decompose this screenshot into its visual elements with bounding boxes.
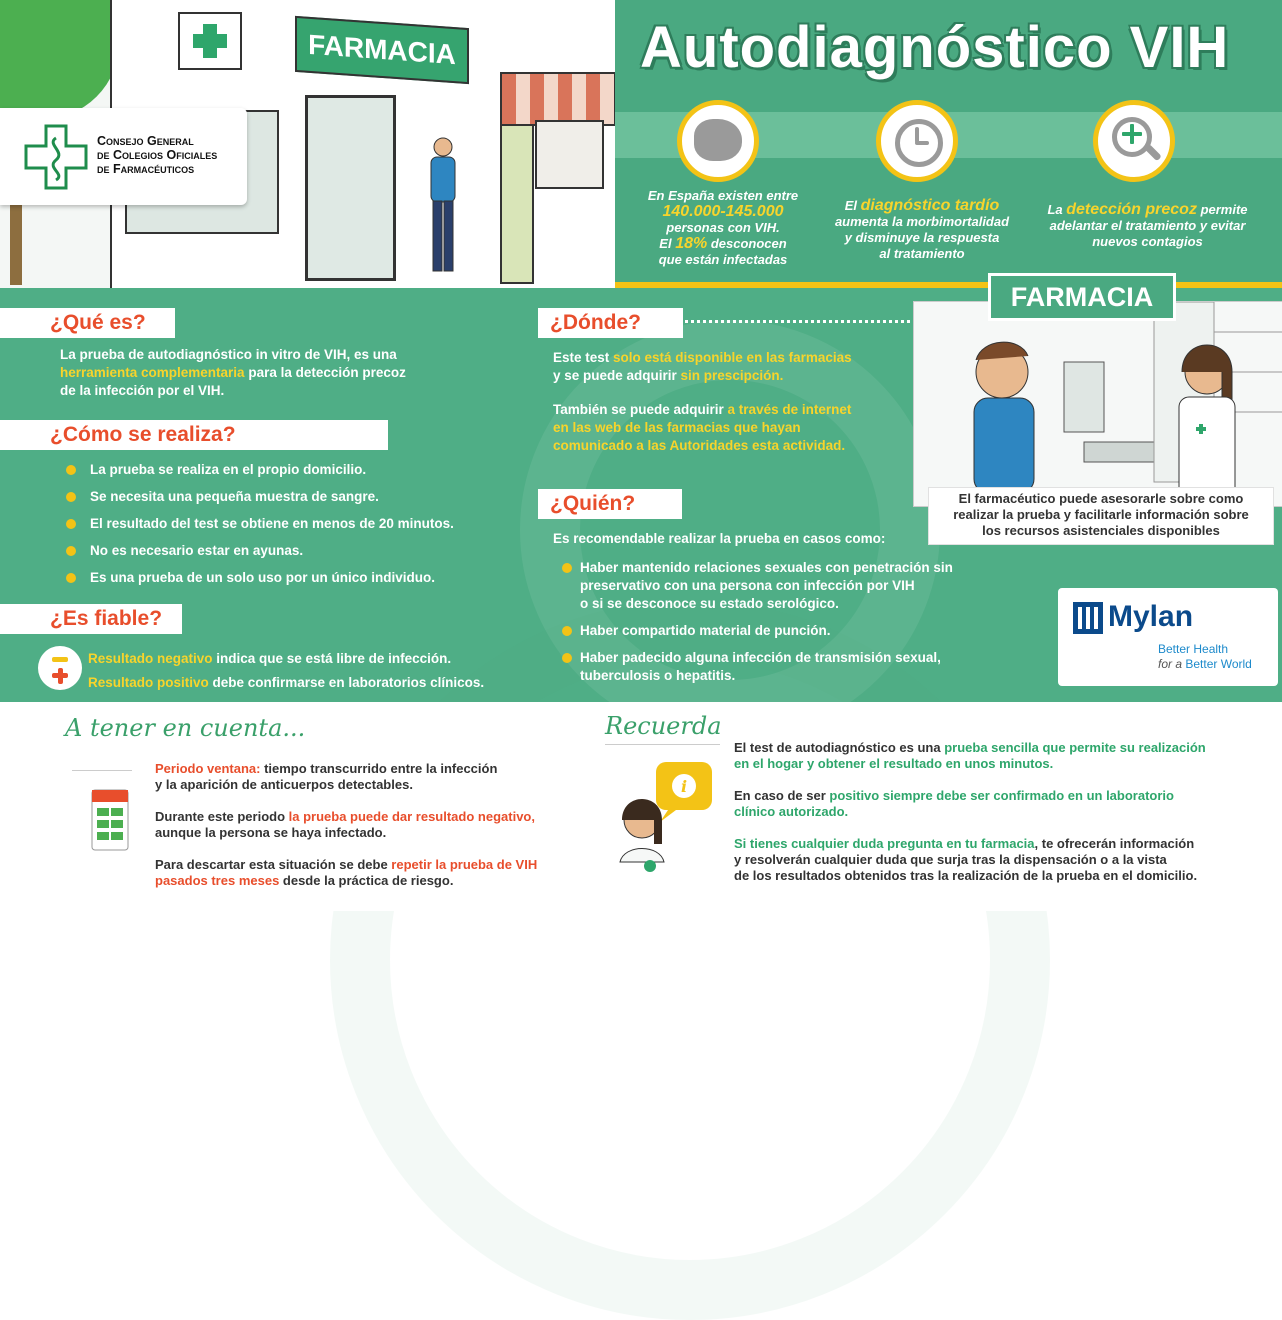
tagline-part: Better World	[1185, 657, 1252, 671]
text-line: La prueba de autodiagnóstico in vitro de VIH, es una	[60, 347, 397, 362]
text-line: tiempo transcurrido entre la infección	[260, 761, 498, 776]
section-title-fiable: ¿Es fiable?	[0, 604, 182, 634]
que-es-text	[60, 346, 480, 400]
spain-map-icon	[677, 100, 759, 182]
text-highlight: en las web de las farmacias que hayan	[553, 420, 801, 435]
clock-icon	[876, 100, 958, 182]
pharmacist-caption	[928, 487, 1274, 545]
stat-highlight: detección precoz	[1066, 201, 1197, 218]
text-highlight: en el hogar y obtener el resultado en unos minutos.	[734, 756, 1054, 771]
tagline-part: for a	[1158, 657, 1186, 671]
text-line: Haber padecido alguna infección de transmisión sexual,	[580, 650, 941, 665]
text-line: o si se desconoce su estado serológico.	[580, 596, 839, 611]
council-name	[97, 134, 247, 176]
bullet	[562, 626, 572, 636]
stat-line: El	[659, 236, 676, 251]
council-name-line: de Colegios Oficiales	[97, 148, 218, 162]
divider	[72, 770, 132, 772]
list-item: Se necesita una pequeña muestra de sangre.	[66, 488, 526, 515]
mylan-tagline: Better Health	[1158, 642, 1229, 656]
text-line: El test de autodiagnóstico es una	[734, 740, 945, 755]
list-item	[562, 559, 992, 613]
stat-highlight: diagnóstico tardío	[860, 197, 1000, 214]
list-item: Es una prueba de un solo uso por un único individuo.	[66, 569, 526, 596]
pharmacist-illustration	[913, 301, 1282, 507]
text-line: y resolverán cualquier duda que surja tras la dispensación o a la vista	[734, 852, 1167, 867]
text-highlight: Periodo ventana:	[155, 761, 261, 776]
section-title-recuerda: Recuerda	[605, 712, 722, 740]
svg-text:i: i	[680, 777, 688, 796]
bullet	[562, 653, 572, 663]
council-name-line: Consejo General	[97, 134, 194, 148]
text-highlight: Resultado positivo	[88, 675, 209, 690]
quien-list	[562, 559, 992, 685]
text-line: de los resultados obtenidos tras la realización de la prueba en el domicilio.	[734, 868, 1198, 883]
storefront-sign: FARMACIA	[295, 16, 469, 84]
text-line: Durante este periodo	[155, 809, 289, 824]
caduceus-cross-icon	[24, 124, 88, 190]
stat-line: y disminuye la respuesta	[844, 230, 1000, 245]
shop-awning	[500, 72, 615, 126]
list-item	[562, 649, 992, 685]
stat-line: nuevos contagios	[1092, 234, 1203, 249]
text-highlight: clínico autorizado.	[734, 804, 849, 819]
tener-en-cuenta-text	[155, 761, 565, 889]
text-highlight: herramienta complementaria	[60, 365, 245, 380]
stat-early-detection	[1030, 202, 1265, 250]
section-title-tener-en-cuenta: A tener en cuenta...	[65, 714, 306, 742]
stat-late-diagnosis	[822, 198, 1022, 262]
stat-line: personas con VIH.	[666, 220, 780, 235]
mylan-name: Mylan	[1108, 600, 1194, 633]
caption-line: realizar la prueba y facilitarle información sobre	[953, 507, 1249, 522]
section-title-que-es: ¿Qué es?	[0, 308, 175, 338]
stat-line: desconocen	[707, 236, 787, 251]
text-line: y se puede adquirir	[553, 368, 681, 383]
text-line: preservativo con una persona con infección por VIH	[580, 578, 915, 593]
calendar-icon	[88, 784, 132, 854]
fiable-text	[88, 647, 528, 695]
quien-intro: Es recomendable realizar la prueba en casos como:	[553, 531, 886, 546]
council-name-line: de Farmacéuticos	[97, 162, 195, 176]
shop-window	[535, 120, 604, 189]
text-line: indica que se está libre de infección.	[212, 651, 452, 666]
dotted-connector	[685, 320, 910, 323]
man-walking-illustration	[425, 135, 461, 275]
list-item	[562, 622, 992, 640]
text-line: También se puede adquirir	[553, 402, 728, 417]
text-highlight: repetir la prueba de VIH	[391, 857, 538, 872]
plus-minus-icon	[38, 646, 82, 690]
section-title-donde: ¿Dónde?	[538, 308, 683, 338]
text-line: debe confirmarse en laboratorios clínicos.	[208, 675, 485, 690]
council-logo-card	[0, 108, 247, 205]
stat-highlight: 140.000-145.000	[662, 203, 784, 220]
text-line: para la detección precoz	[244, 365, 406, 380]
text-line: En caso de ser	[734, 788, 830, 803]
text-line: y la aparición de anticuerpos detectables.	[155, 777, 413, 792]
text-highlight: prueba sencilla que permite su realización	[944, 740, 1206, 755]
side-door	[500, 100, 534, 284]
text-line: desde la práctica de riesgo.	[279, 873, 454, 888]
caption-line: los recursos asistenciales disponibles	[982, 523, 1220, 538]
stat-line: La	[1047, 202, 1067, 217]
pharmacy-cross-icon	[178, 12, 242, 70]
text-line: , te ofrecerán información	[1034, 836, 1195, 851]
page-title: Autodiagnóstico VIH	[640, 15, 1230, 80]
text-line: aunque la persona se haya infectado.	[155, 825, 387, 840]
stat-line: al tratamiento	[879, 246, 965, 261]
pharmacy-sign: FARMACIA	[988, 273, 1176, 321]
stat-line: El	[844, 198, 861, 213]
bullet	[562, 563, 572, 573]
text-highlight: solo está disponible en las farmacias	[613, 350, 852, 365]
stat-line: adelantar el tratamiento y evitar	[1049, 218, 1246, 233]
list-item: No es necesario estar en ayunas.	[66, 542, 526, 569]
text-line: Este test	[553, 350, 614, 365]
mylan-logo-icon	[1073, 602, 1103, 634]
text-highlight: Si tienes cualquier duda pregunta en tu farmacia	[734, 836, 1035, 851]
recuerda-text	[734, 740, 1234, 884]
section-title-como: ¿Cómo se realiza?	[0, 420, 388, 450]
storefront-door	[305, 95, 396, 281]
text-highlight: positivo siempre debe ser confirmado en un laboratorio	[829, 788, 1174, 803]
stat-highlight-percent: 18%	[675, 235, 708, 252]
text-line: de la infección por el VIH.	[60, 383, 225, 398]
pharmacist-scene	[914, 302, 1282, 506]
text-line: Para descartar esta situación se debe	[155, 857, 392, 872]
list-item: La prueba se realiza en el propio domicilio.	[66, 461, 526, 488]
text-highlight: sin prescipción.	[680, 368, 784, 383]
text-highlight: a través de internet	[727, 402, 852, 417]
text-highlight: comunicado a las Autoridades esta actividad.	[553, 438, 846, 453]
text-line: Haber compartido material de punción.	[580, 623, 831, 638]
tree-illustration	[0, 0, 120, 120]
como-list	[66, 461, 526, 596]
stat-prevalence	[628, 188, 818, 268]
divider	[605, 744, 720, 746]
text-highlight: la prueba puede dar resultado negativo,	[288, 809, 535, 824]
text-highlight: pasados tres meses	[155, 873, 280, 888]
text-highlight: Resultado negativo	[88, 651, 213, 666]
text-line: Haber mantenido relaciones sexuales con penetración sin	[580, 560, 953, 575]
list-item: El resultado del test se obtiene en menos de 20 minutos.	[66, 515, 526, 542]
text-line: tuberculosis o hepatitis.	[580, 668, 736, 683]
stat-line: que están infectadas	[658, 252, 788, 267]
woman-info-illustration	[612, 758, 722, 878]
magnifier-plus-icon	[1093, 100, 1175, 182]
mylan-tagline	[1158, 657, 1252, 671]
section-title-quien: ¿Quién?	[538, 489, 682, 519]
stat-line: aumenta la morbimortalidad	[834, 214, 1010, 229]
caption-line: El farmacéutico puede asesorarle sobre como	[958, 491, 1244, 506]
stat-line: En España existen entre	[647, 188, 799, 203]
mylan-logo-card	[1058, 588, 1278, 686]
donde-text	[553, 349, 913, 455]
stat-line: permite	[1196, 202, 1248, 217]
